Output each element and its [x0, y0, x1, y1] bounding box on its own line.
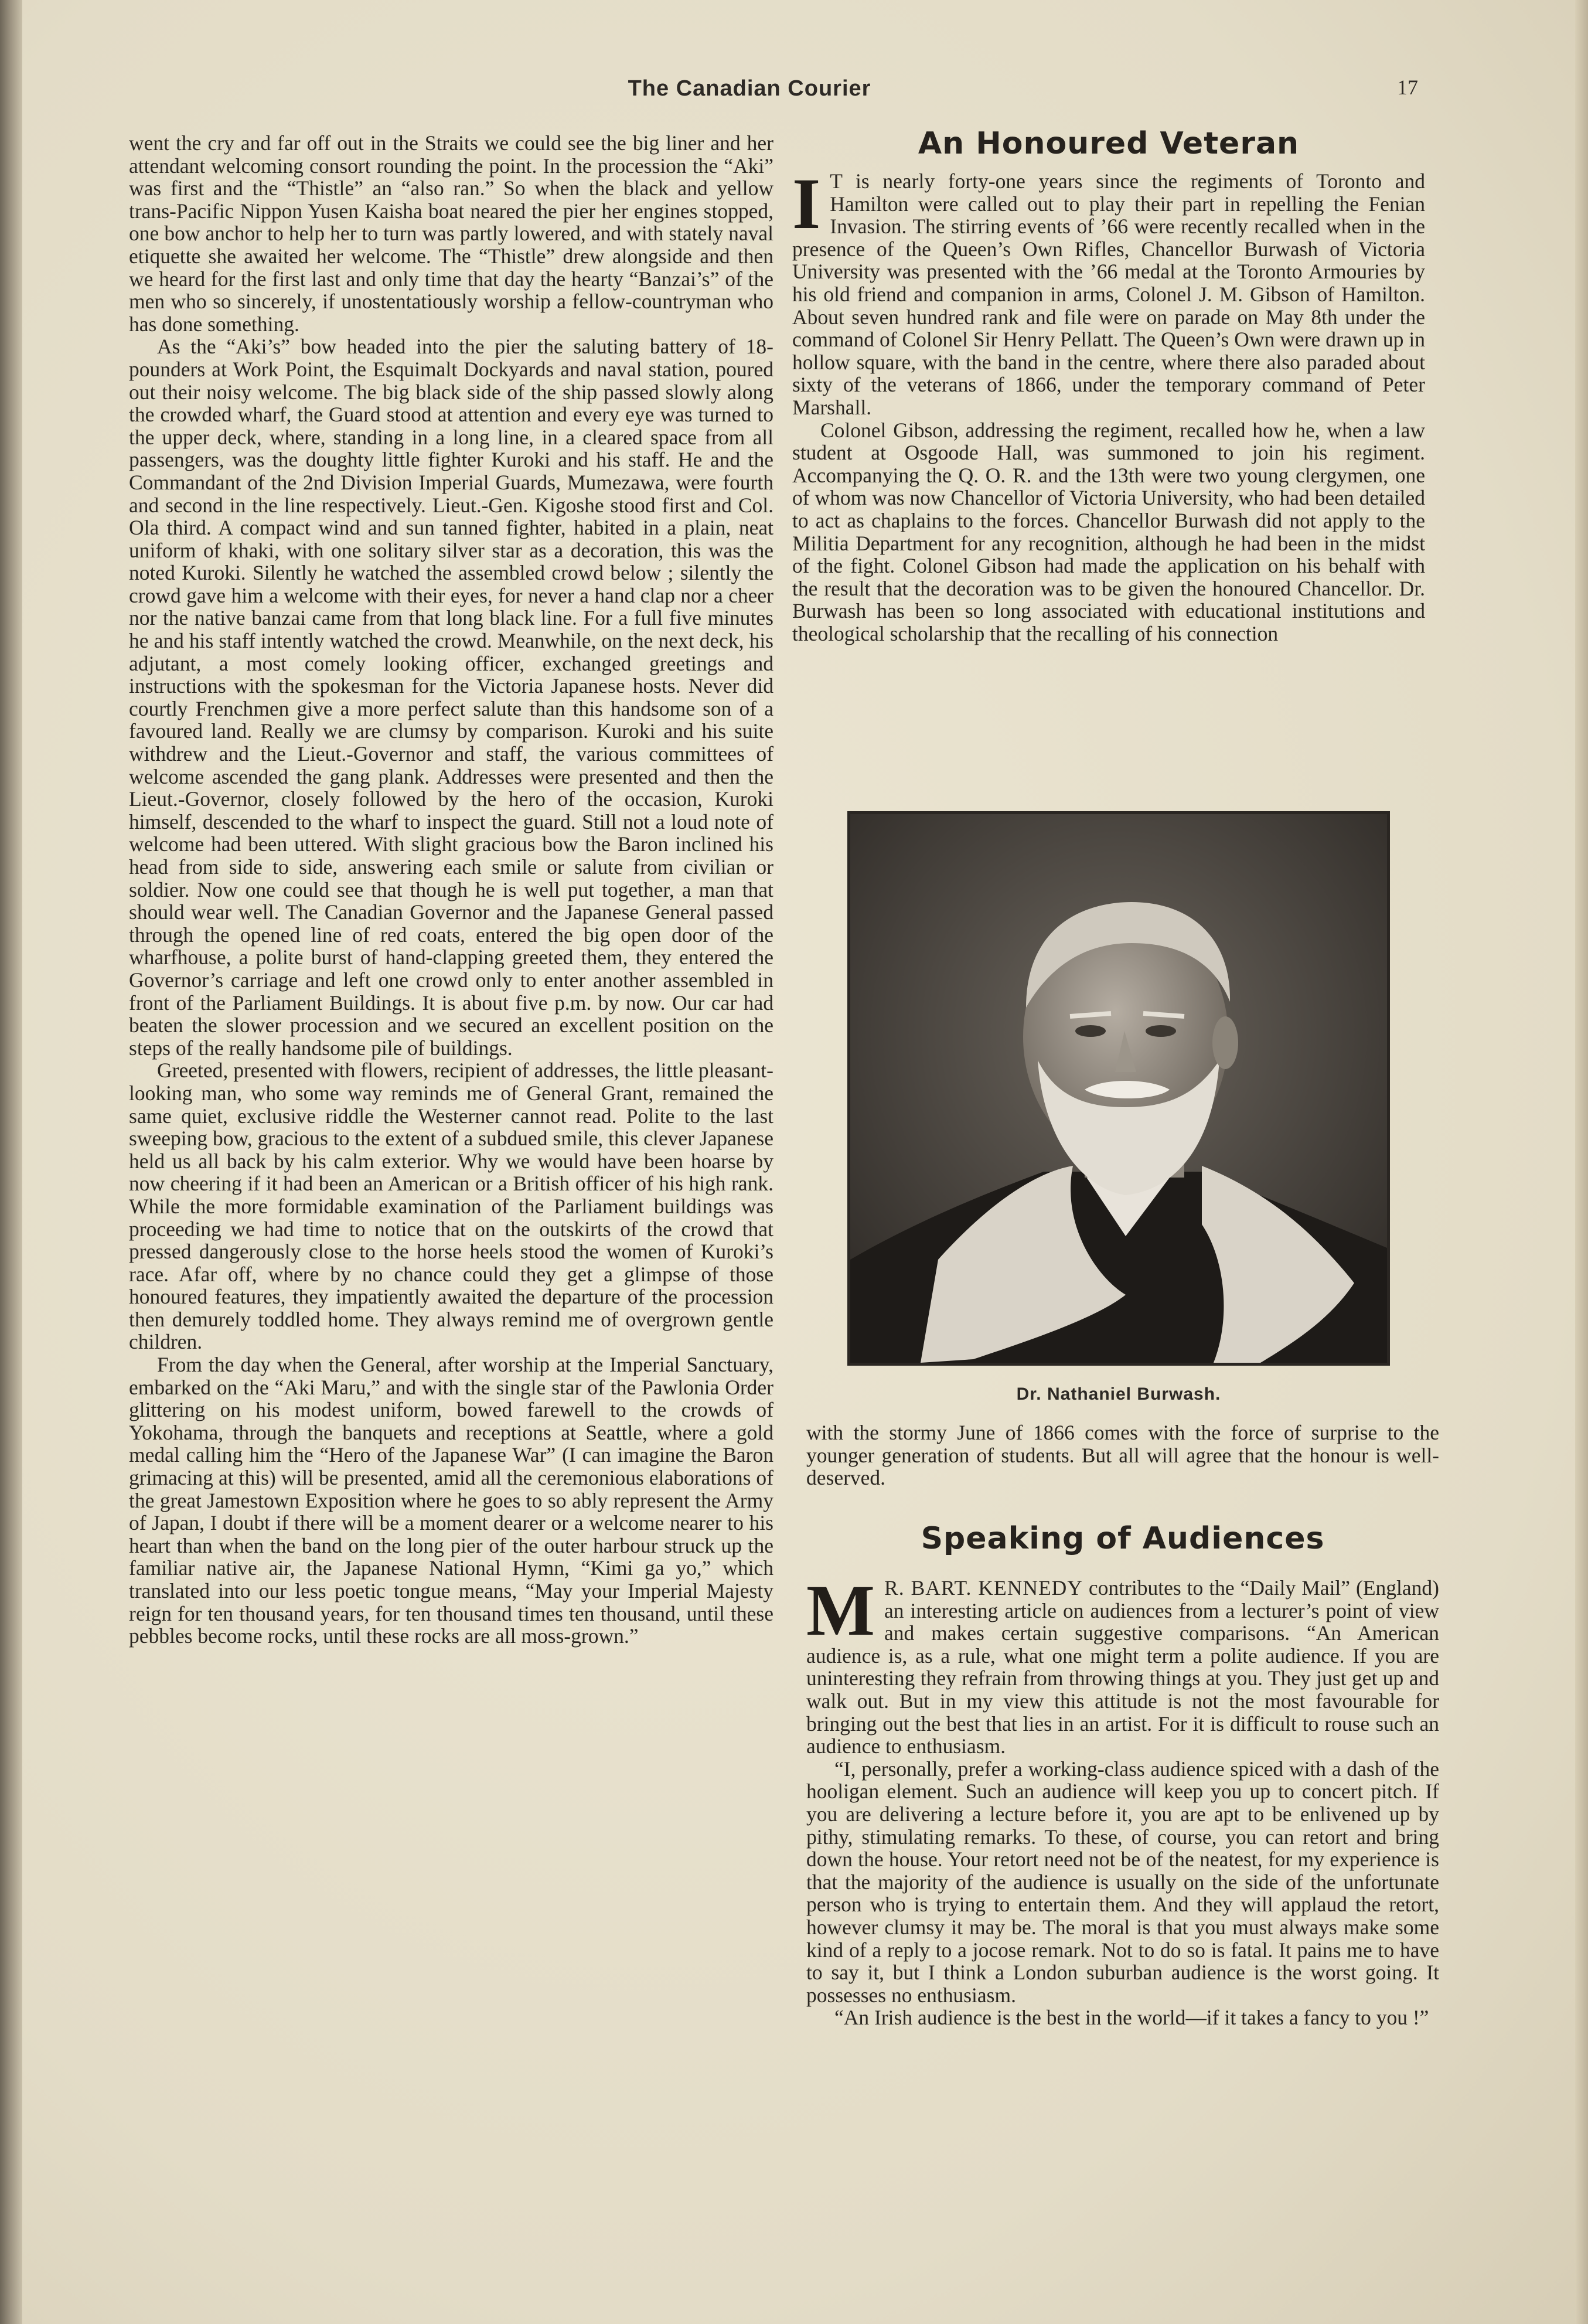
audiences-paragraph-text: contributes to the “Daily Mail” (England) an interesting article on audiences from a lecturer’s point of view and makes certain suggestive comparisons. “An American audience is, as a rule, what one might term a polite audience. If you are uninteresting they refrain from throwing things at you. They just get up and walk out. But in my view this attitude is not the most favourable for bringing out the best that lies in an artist. For it is difficult to rouse such an audience to enthusiasm. — [806, 1576, 1439, 1758]
portrait-image — [850, 814, 1387, 1363]
audiences-first-paragraph — [806, 1570, 1439, 1758]
photo-caption: Dr. Nathaniel Burwash. — [1016, 1384, 1221, 1404]
audiences-paragraph: “I, personally, prefer a working-class audience spiced with a dash of the hooligan element. Such an audience will keep you up to concert pitch. If you are delivering a lecture before it, you are apt to be enlivened up by pithy, stimulating remarks. To these, of course, you can retort and bring down the house. Your retort need not be of the neatest, for my experience is that the majority of the audience is usually on the side of the unfortunate person who is trying to entertain them. And they will applaud the retort, however clumsy it may be. The moral is that you must always make some kind of a reply to a jocose remark. Not to do so is fatal. It pains me to have to say it, but I think a London suburban audience is the worst going. It possesses no enthusiasm. — [806, 1757, 1439, 2007]
left-paragraph: Greeted, presented with flowers, recipient of addresses, the little pleasant-looking man, who some way reminds me of General Grant, remained the same quiet, exclusive riddle the Westerner cannot read. Polite to the last sweeping bow, gracious to the extent of a subdued smile, this clever Japanese held us all back by his calm exterior. Why we would have been hoarse by now cheering if it had been an American or a British officer of his high rank. While the more formidable examination of the Parliament buildings was proceeding we had time to notice that on the outskirts of the crowd that pressed dangerously close to the horse heels stood the women of Kuroki’s race. Afar off, where by no chance could they get a glimpse of those honoured features, they impatiently awaited the departure of the procession then demurely toddled home. They always remind me of overgrown gentle children. — [129, 1059, 773, 1354]
article-headline: Speaking of Audiences — [921, 1521, 1325, 1556]
veteran-article-continuation — [806, 1421, 1439, 1489]
page-binding-shadow — [0, 0, 22, 2324]
veteran-paragraph: Colonel Gibson, addressing the regiment, recalled how he, when a law student at Osgoode Hall, was summoned to join his regiment. Accompanying the Q. O. R. and the 13th were two young clergymen, one of whom was now Chancellor of Victoria University, who had been detailed to act as chaplains to the forces. Chancellor Burwash did not apply to the Militia Department for any recognition, although he had been in the midst of the fight. Colonel Gibson had made the application on his behalf with the result that the decoration was to be given the honoured Chancellor. Dr. Burwash has been so long associated with educational institutions and theological scholarship that the recalling of his connection — [792, 418, 1425, 645]
audiences-paragraph: “An Irish audience is the best in the world—if it takes a fancy to you !” — [834, 2006, 1429, 2030]
veteran-article-body — [792, 164, 1425, 645]
veteran-paragraph-text: T is nearly forty-one years since the regiments of Toronto and Hamilton were called out to play their part in repelling the Fenian Invasion. The stirring events of ’66 were recently recalled when in the presence of the Queen’s Own Rifles, Chancellor Burwash of Victoria University was presented with the ’66 medal at the Toronto Armouries by his old friend and companion in arms, Colonel J. M. Gibson of Hamilton. About seven hundred rank and file were on parade on May 8th under the command of Colonel Sir Henry Pellatt. The Queen’s Own were drawn up in hollow square, with the band in the centre, where there also paraded about sixty of the veterans of 1866, under the temporary command of Peter Marshall. — [792, 169, 1425, 419]
drop-cap: I — [792, 164, 821, 244]
left-column-article — [129, 132, 773, 1648]
page-edge — [1575, 0, 1588, 2324]
article-headline: An Honoured Veteran — [918, 126, 1300, 161]
left-paragraph: As the “Aki’s” bow headed into the pier the saluting battery of 18-pounders at Work Point, the Esquimalt Dockyards and naval station, poured out their noisy welcome. The big black side of the ship passed slowly along the crowded wharf, the Guard stood at attention and every eye was turned to the upper deck, where, standing in a long line, in a cleared space from all passengers, was the doughty little fighter Kuroki and his staff. He and the Commandant of the 2nd Division Imperial Guards, Mumezawa, were fourth and second in the line respectively. Lieut.-Gen. Kigoshe stood first and Col. Ola third. A compact wind and sun tanned fighter, habited in a plain, neat uniform of khaki, with one solitary silver star as a decoration, this was the noted Kuroki. Silently he watched the assembled crowd below ; silently the crowd gave him a welcome with their eyes, for never a hand clap nor a cheer nor the native banzai came from that long black line. For a full five minutes he and his staff intently watched the crowd. Meanwhile, on the next deck, his adjutant, a most comely looking officer, exchanged greetings and instructions with the spokesman for the Victoria Japanese hosts. Never did courtly Frenchmen give a more perfect salute than this handsome son of a favoured land. Really we are clumsy by comparison. Kuroki and his suite withdrew and the Lieut.-Governor and staff, the various committees of welcome ascended the gang plank. Addresses were presented and then the Lieut.-Governor, closely followed by the hero of the occasion, Kuroki himself, descended to the wharf to inspect the guard. Still not a loud note of welcome had been uttered. With slight gracious bow the Baron inclined his head from side to side, answering each smile or salute from civilian or soldier. Now one could see that though he is well put together, a man that should wear well. The Canadian Governor and the Japanese General passed through the opened line of red coats, entered the big open door of the wharfhouse, a polite burst of hand-clapping greeted them, they entered the Governor’s carriage and left one crowd only to enter another assembled in front of the Parliament Buildings. It is about five p.m. by now. Our car had beaten the slower procession and we secured an excellent position on the steps of the really handsome pile of buildings. — [129, 335, 773, 1060]
portrait-photo — [847, 811, 1390, 1366]
lead-in-name: R. BART. KENNEDY — [884, 1576, 1083, 1600]
page-number: 17 — [1397, 76, 1418, 99]
left-paragraph: From the day when the General, after worship at the Imperial Sanctuary, embarked on the “Aki Maru,” and with the single star of the Pawlonia Order glittering on his modest uniform, bowed farewell to the crowds of Yokohama, through the banquets and receptions at Seattle, where a gold medal calling him the “Hero of the Japanese War” (I can imagine the Baron grimacing at this) will be presented, amid all the ceremonious elaborations of the great Jamestown Exposition where he goes to so ably represent the Army of Japan, I doubt if there will be a moment dearer or a welcome nearer to his heart than when the band on the long pier of the outer harbour struck up the familiar native air, the Japanese National Hymn, “Kimi ga yo,” which translated into our less poetic tongue means, “May your Imperial Majesty reign for ten thousand years, for ten thousand times ten thousand, until these pebbles become rocks, until these rocks are all moss-grown.” — [129, 1353, 773, 1648]
drop-cap: M — [806, 1570, 875, 1651]
audiences-article-body — [806, 1570, 1439, 2030]
veteran-first-paragraph — [792, 164, 1425, 419]
publication-title: The Canadian Courier — [628, 76, 871, 101]
left-paragraph: went the cry and far off out in the Straits we could see the big liner and her attendant welcoming consort rounding the point. In the procession the “Aki” was first and the “Thistle” an “also ran.” So when the black and yellow trans-Pacific Nippon Yusen Kaisha boat neared the pier her engines stopped, one bow anchor to help her to turn was partly lowered, and with stately naval etiquette she awaited her welcome. The “Thistle” drew alongside and then we heard for the first last and only time that day the hearty “Banzai’s” of the men who so sincerely, if unostentatiously worship a fellow-countryman who has done something. — [129, 131, 773, 336]
veteran-continuation-text: with the stormy June of 1866 comes with the force of surprise to the younger generation of students. But all will agree that the honour is well-deserved. — [806, 1421, 1439, 1490]
